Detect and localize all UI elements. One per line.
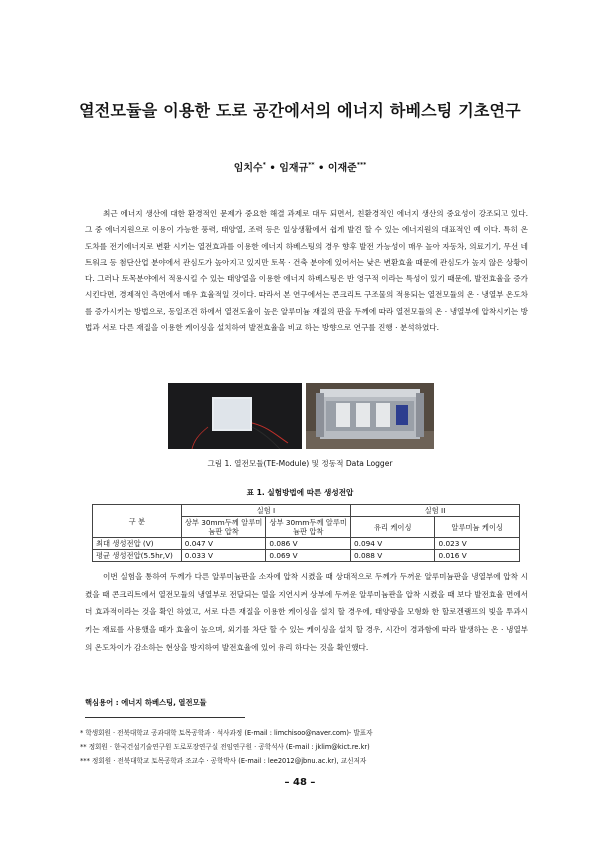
paper-title: 열전모듈을 이용한 도로 공간에서의 에너지 하베스팅 기초연구 [79,101,521,120]
author-mark: ** [308,161,315,169]
footnote-2: ** 정회원 · 한국건설기술연구원 도로포장연구실 전임연구원 · 공학석사 (E-mail : jklim@kict.re.kr) [80,743,370,751]
row-label: 평균 생성전압(5.5hr,V) [93,550,182,562]
figure-caption: 그림 1. 열전모듈(TE-Module) 및 정동적 Data Logger [207,459,393,468]
subheader: 상부 30mm두께 알루미늄판 압착 [181,517,266,538]
group-header-1: 실험 I [181,505,350,517]
table-cell: 0.016 V [435,550,520,562]
page-number: – 48 – [284,777,316,788]
voltage-table [92,504,520,562]
table-header-row [93,505,520,517]
table-row [93,538,520,550]
subheader: 알루미늄 케이싱 [435,517,520,538]
table-cell: 0.023 V [435,538,520,550]
results-paragraph: 이번 실험을 통하여 두께가 다른 알루미늄판을 소자에 압착 시켰을 때 상대적으로 두께가 두꺼운 알루미늄판을 냉열부에 압착 시켰을 때 콘크리트에서 열전모듈의 냉열부로 전달되는 열을 지연시켜 상부에 두꺼운 알루미늄판을 압착 시켰을 때 보다 발전효율 면에서 더 효과적이라는 것을 확인 하였고, 서로 다른 재질을 이용한 케이싱을 설치 할 경우에, 태양광을 모형화 한 할로겐램프의 빛을 투과시키는 재료를 사용했을 때가 효율이 높으며, 외기를 차단 할 수 있는 케이싱을 설치 할 경우, 시간이 경과함에 따라 발생하는 온 · 냉열부의 온도차이가 감소하는 현상을 방지하여 발전효율에 있어 유리 하다는 것을 확인했다. [85,572,528,652]
table-row [93,550,520,562]
author-name: 임재규 [279,163,309,174]
figure-1 [168,383,434,449]
column-header: 구 분 [93,505,182,538]
author-line [20,159,580,174]
subheader: 상부 30mm두께 알루미늄판 압착 [266,517,351,538]
footnote-3: *** 정회원 · 전북대학교 토목공학과 조교수 · 공학박사 (E-mail : lee2012@jbnu.ac.kr), 교신저자 [80,757,367,765]
data-logger-photo [306,383,434,449]
footnote-divider [85,717,245,718]
table-cell: 0.088 V [351,550,435,562]
author-mark: *** [356,161,367,169]
subheader: 유리 케이싱 [351,517,435,538]
keywords-value: 에너지 하베스팅, 열전모듈 [121,698,207,707]
footnote-1: * 학생회원 · 전북대학교 공과대학 토목공학과 · 석사과정 (E-mail : limchisoo@naver.com)- 발표자 [80,729,373,737]
te-module-photo [168,383,302,449]
author-mark: * [262,161,266,169]
table-caption: 표 1. 실험방법에 따른 생성전압 [246,488,354,497]
keywords-line [85,698,207,708]
author-name: 임치수 [233,163,263,174]
keywords-label: 핵심용어 : [85,698,122,707]
abstract-paragraph: 최근 에너지 생산에 대한 환경적인 문제가 중요한 해결 과제로 대두 되면서, 친환경적인 에너지 생산의 중요성이 강조되고 있다. 그 중 에너지원으로 이용이 가능한 풍력, 태양열, 조력 등은 일상생활에서 쉽게 발견 할 수 있는 에너지원의 대표적인 예 이다. 특히 온도차를 전기에너지로 변환 시키는 열전효과를 이용한 에너지 하베스팅의 경우 향후 발전 가능성이 매우 높아 자동차, 의료기기, 무선 네트워크 등 첨단산업 분야에서 관심도가 높아지고 있지만 토목 · 건축 분야에 있어서는 낮은 변환효율 때문에 관심도가 높지 않은 상황이다. 그러나 토목분야에서 적용시킬 수 있는 태양열을 이용한 에너지 하베스팅은 반 영구적 이라는 특성이 있기 때문에, 발전효율을 증가시킨다면, 경제적인 측면에서 매우 효율적일 것이다. 따라서 본 연구에서는 콘크리트 구조물의 적용되는 열전모듈의 온 · 냉열부 온도차를 증가시키는 방법으로, 동일조건 하에서 열전도율이 높은 알루미늄 재질의 판을 두께에 따라 열전모듈의 온 · 냉열부에 압착시키는 방법과 서로 다른 재질을 이용한 케이싱을 설치하여 발전효율을 비교 하는 방향으로 연구를 진행 · 분석하였다. [85,209,528,333]
row-label: 최대 생성전압 (V) [93,538,182,550]
table-cell: 0.033 V [181,550,266,562]
group-header-2: 실험 II [351,505,520,517]
table-cell: 0.094 V [351,538,435,550]
table-cell: 0.086 V [266,538,351,550]
author-name: 이재준 [327,163,357,174]
author-separator: • [265,163,280,174]
table-cell: 0.047 V [181,538,266,550]
table-cell: 0.069 V [266,550,351,562]
author-separator: • [314,163,328,174]
